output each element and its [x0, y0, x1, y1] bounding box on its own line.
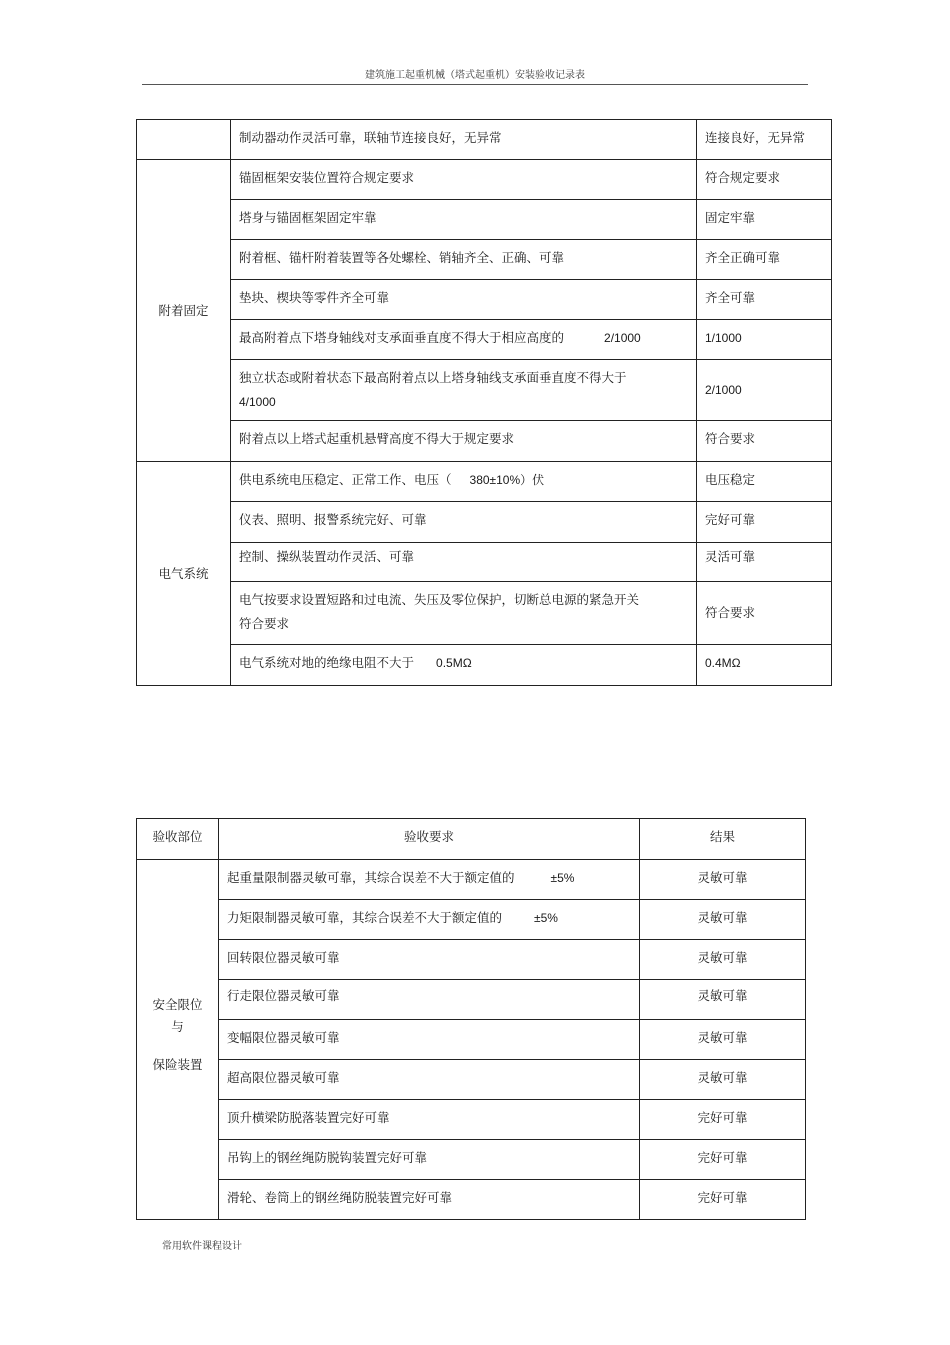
result-cell: 灵敏可靠 — [640, 980, 806, 1020]
page-header-title: 建筑施工起重机械（塔式起重机）安装验收记录表 — [365, 70, 585, 81]
requirement-cell: 吊钩上的钢丝绳防脱钩装置完好可靠 — [219, 1140, 640, 1180]
requirement-cell — [231, 462, 697, 502]
table-header-row — [137, 819, 806, 860]
result-cell: 灵敏可靠 — [640, 860, 806, 900]
table-row — [137, 860, 806, 900]
table-row — [137, 543, 832, 582]
table-row — [137, 940, 806, 980]
requirement-cell — [219, 860, 640, 900]
requirement-cell: 变幅限位器灵敏可靠 — [219, 1020, 640, 1060]
requirement-value: ±5% — [550, 871, 575, 885]
result-cell: 符合规定要求 — [697, 160, 832, 200]
requirement-text: 起重量限制器灵敏可靠，其综合误差不大于额定值的 — [227, 870, 515, 885]
table-row — [137, 421, 832, 462]
category-cell-electrical: 电气系统 — [137, 462, 231, 686]
result-cell: 灵敏可靠 — [640, 1060, 806, 1100]
result-cell: 电压稳定 — [697, 462, 832, 502]
result-cell: 灵活可靠 — [697, 543, 832, 582]
requirement-cell: 回转限位器灵敏可靠 — [219, 940, 640, 980]
requirement-text: 独立状态或附着状态下最高附着点以上塔身轴线支承面垂直度不得大于 — [239, 370, 627, 385]
result-cell: 符合要求 — [697, 421, 832, 462]
header-part: 验收部位 — [137, 819, 219, 860]
table-row — [137, 1020, 806, 1060]
result-cell: 2/1000 — [697, 360, 832, 421]
table-row — [137, 1060, 806, 1100]
result-cell: 连接良好，无异常 — [697, 120, 832, 160]
requirement-cell: 行走限位器灵敏可靠 — [219, 980, 640, 1020]
category-line: 安全限位 — [152, 996, 203, 1012]
table-row — [137, 120, 832, 160]
table-row — [137, 160, 832, 200]
result-cell: 齐全可靠 — [697, 280, 832, 320]
category-line: 与 — [171, 1018, 184, 1034]
requirement-cell: 超高限位器灵敏可靠 — [219, 1060, 640, 1100]
table-row — [137, 980, 806, 1020]
safety-devices-table — [136, 818, 806, 1220]
result-cell: 完好可靠 — [640, 1140, 806, 1180]
table-row — [137, 645, 832, 686]
requirement-cell: 塔身与锚固框架固定牢靠 — [231, 200, 697, 240]
requirement-cell — [231, 360, 697, 421]
table-row — [137, 1180, 806, 1220]
requirement-cell: 电气按要求设置短路和过电流、失压及零位保护，切断总电源的紧急开关符合要求 — [231, 582, 697, 645]
requirement-cell: 顶升横梁防脱落装置完好可靠 — [219, 1100, 640, 1140]
requirement-text: 力矩限制器灵敏可靠，其综合误差不大于额定值的 — [227, 910, 503, 925]
requirement-cell — [219, 900, 640, 940]
result-cell: 符合要求 — [697, 582, 832, 645]
table-row — [137, 900, 806, 940]
category-line: 保险装置 — [152, 1056, 203, 1072]
table-row — [137, 240, 832, 280]
requirement-value: ±5% — [534, 911, 558, 925]
result-cell: 完好可靠 — [697, 502, 832, 543]
header-requirement: 验收要求 — [219, 819, 640, 860]
table-row — [137, 1100, 806, 1140]
table-row — [137, 200, 832, 240]
result-cell: 灵敏可靠 — [640, 940, 806, 980]
result-cell: 灵敏可靠 — [640, 900, 806, 940]
inspection-table-continued — [136, 119, 832, 686]
header-result: 结果 — [640, 819, 806, 860]
footer-note: 常用软件课程设计 — [162, 1241, 242, 1252]
category-cell-safety — [137, 860, 219, 1220]
requirement-text: 最高附着点下塔身轴线对支承面垂直度不得大于相应高度的 — [239, 330, 565, 345]
table-row — [137, 502, 832, 543]
result-cell: 完好可靠 — [640, 1180, 806, 1220]
header-divider — [142, 84, 808, 85]
table-row — [137, 360, 832, 421]
requirement-value: 380±10%）伏 — [469, 473, 545, 487]
result-cell: 0.4MΩ — [697, 645, 832, 686]
requirement-cell — [231, 645, 697, 686]
requirement-value: 0.5MΩ — [436, 656, 472, 670]
table-row — [137, 320, 832, 360]
table-row — [137, 582, 832, 645]
table-row — [137, 280, 832, 320]
requirement-cell: 控制、操纵装置动作灵活、可靠 — [231, 543, 697, 582]
requirement-cell: 锚固框架安装位置符合规定要求 — [231, 160, 697, 200]
table-row — [137, 1140, 806, 1180]
table-row — [137, 462, 832, 502]
requirement-text: 供电系统电压稳定、正常工作、电压（ — [239, 472, 452, 487]
requirement-text: 电气系统对地的绝缘电阻不大于 — [239, 655, 415, 670]
category-cell-attachment: 附着固定 — [137, 160, 231, 462]
requirement-cell — [231, 320, 697, 360]
requirement-value: 4/1000 — [239, 395, 276, 409]
requirement-value: 2/1000 — [604, 331, 641, 345]
requirement-cell: 垫块、楔块等零件齐全可靠 — [231, 280, 697, 320]
result-cell: 完好可靠 — [640, 1100, 806, 1140]
category-cell-empty — [137, 120, 231, 160]
requirement-cell: 滑轮、卷筒上的钢丝绳防脱装置完好可靠 — [219, 1180, 640, 1220]
requirement-cell: 附着框、锚杆附着装置等各处螺栓、销轴齐全、正确、可靠 — [231, 240, 697, 280]
result-cell: 灵敏可靠 — [640, 1020, 806, 1060]
requirement-cell: 附着点以上塔式起重机悬臂高度不得大于规定要求 — [231, 421, 697, 462]
result-cell: 齐全正确可靠 — [697, 240, 832, 280]
requirement-cell: 仪表、照明、报警系统完好、可靠 — [231, 502, 697, 543]
result-cell: 1/1000 — [697, 320, 832, 360]
requirement-cell: 制动器动作灵活可靠，联轴节连接良好，无异常 — [231, 120, 697, 160]
result-cell: 固定牢靠 — [697, 200, 832, 240]
